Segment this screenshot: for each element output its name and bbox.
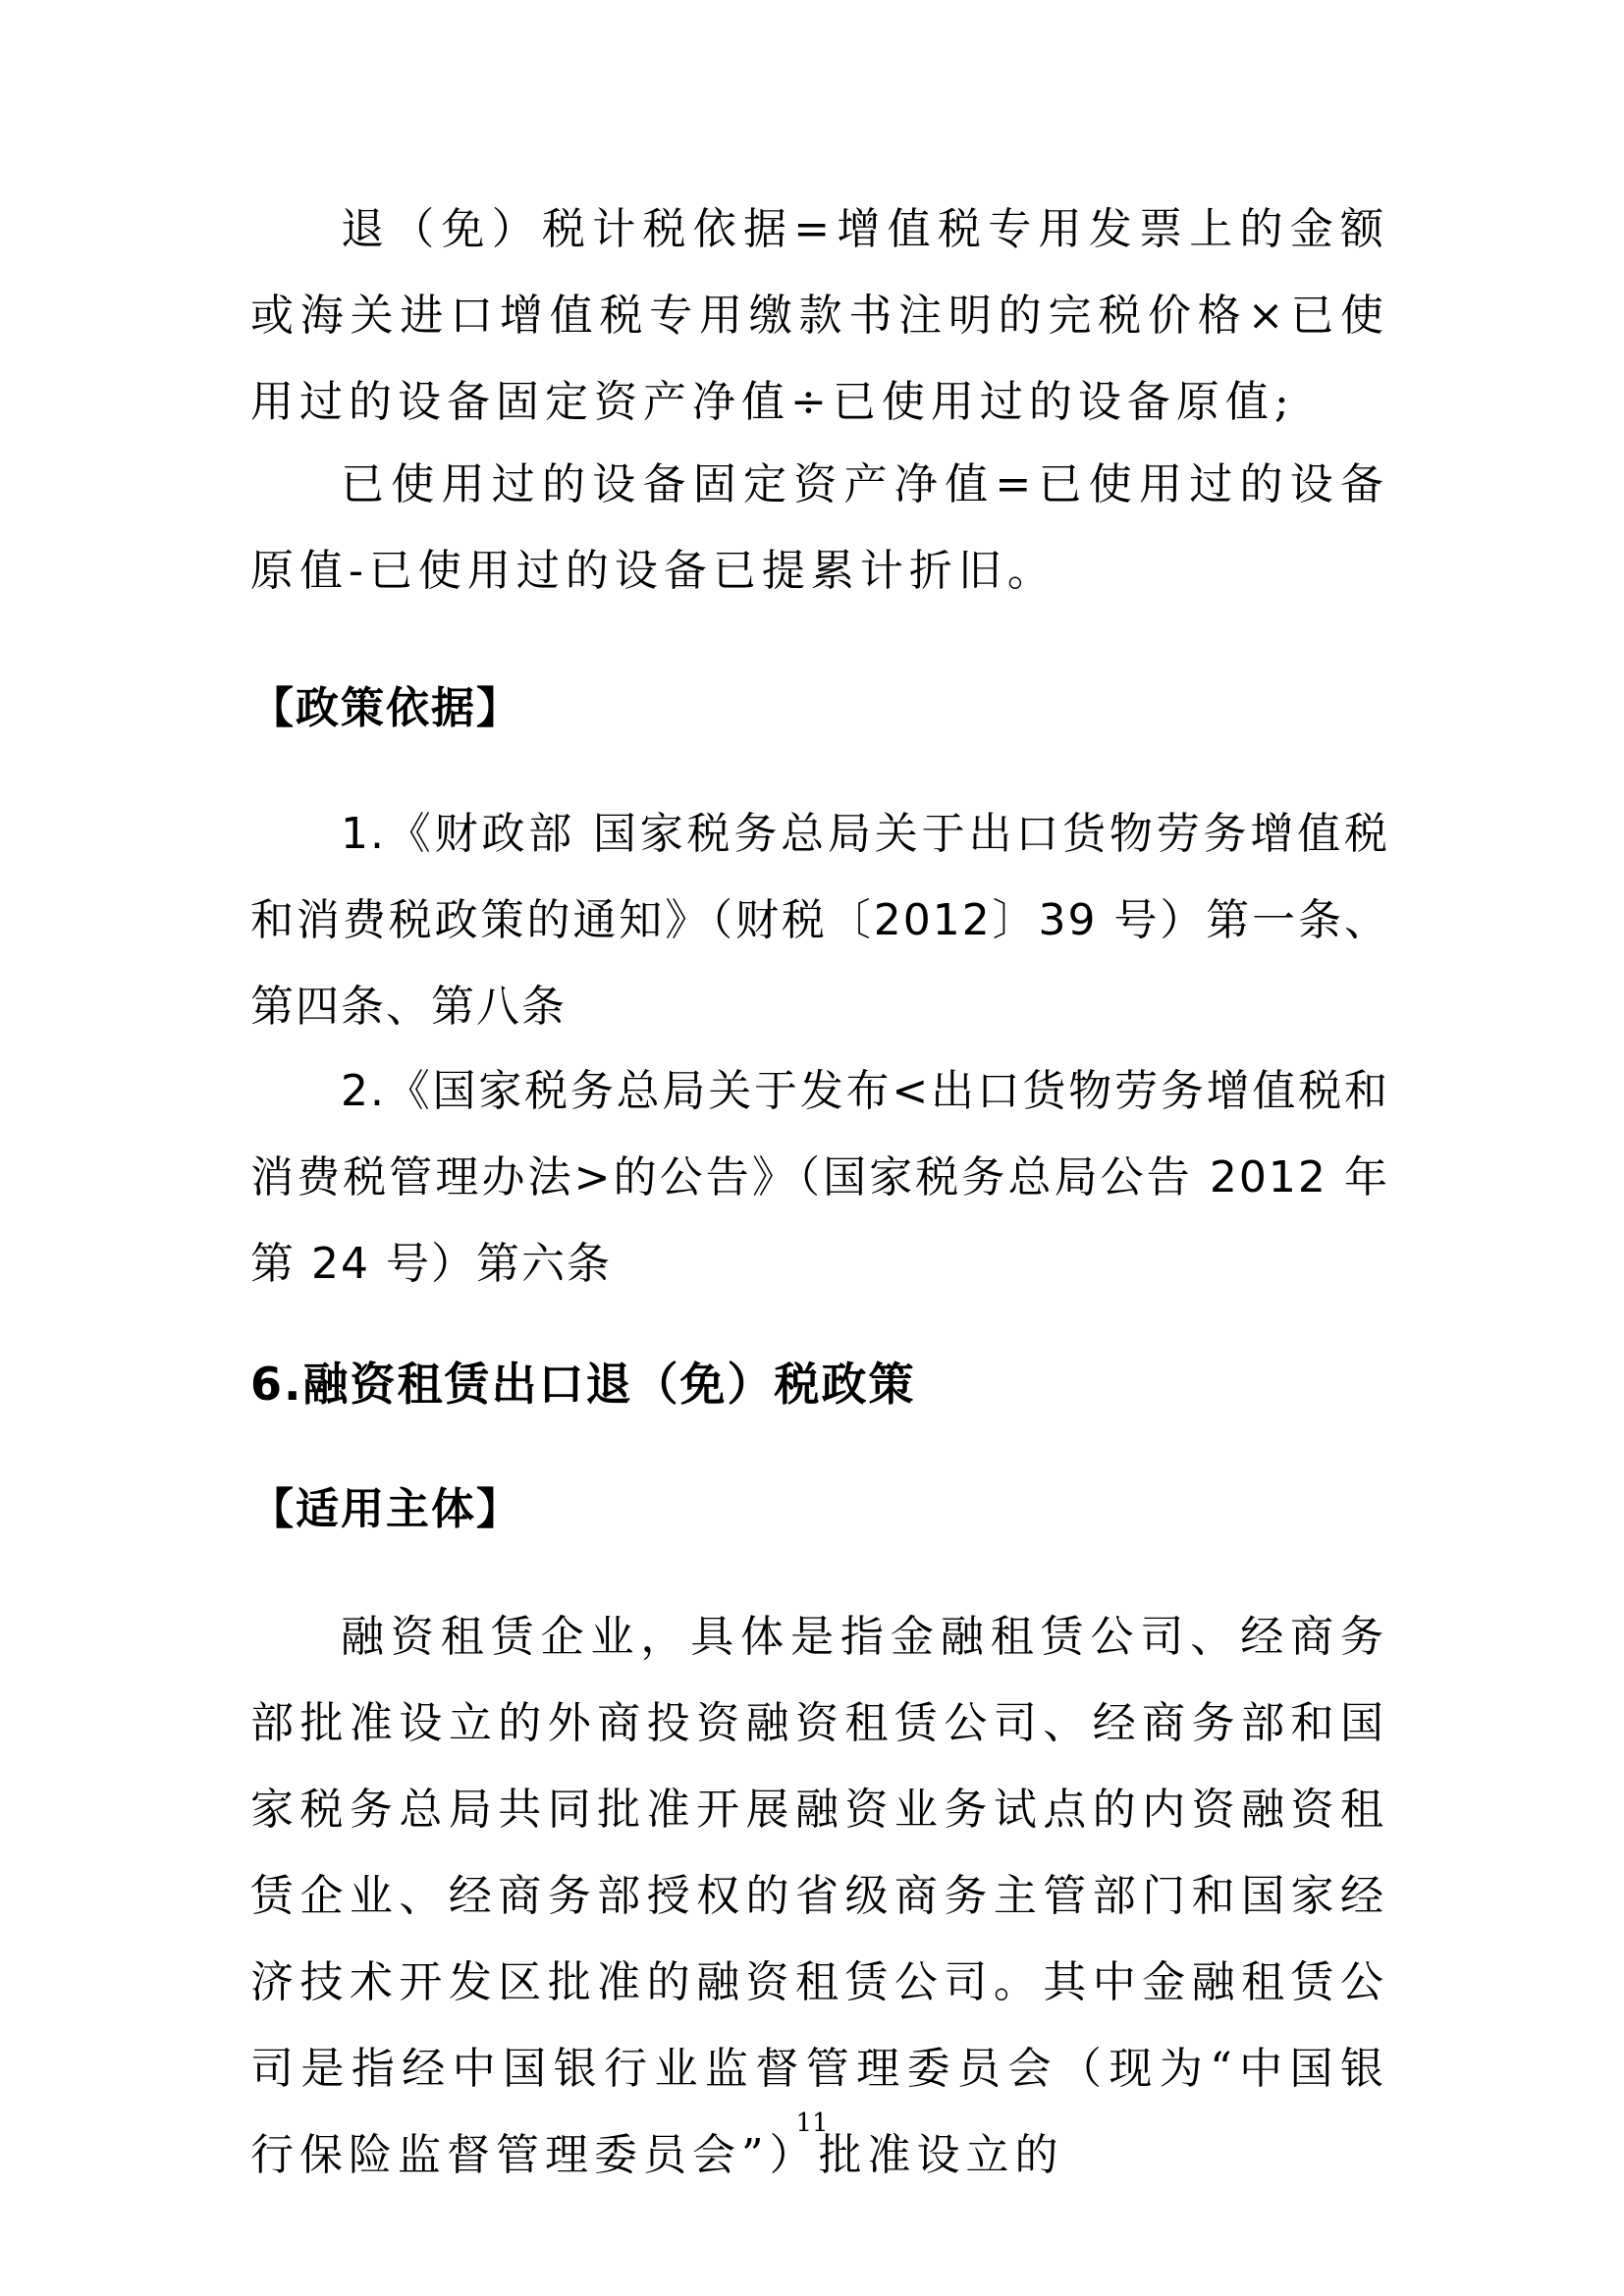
section-6-title: 6.融资租赁出口退（免）税政策 xyxy=(250,1358,916,1411)
applicable-subject-paragraph: 融资租赁企业，具体是指金融租赁公司、经商务部批准设立的外商投资融资租赁公司、经商务部和国家税务总局共同批准开展融资业务试点的内资融资租赁企业、经商务部授权的省级商务主管部门和国家经济技术开发区批准的融资租赁公司。其中金融租赁公司是指经中国银行业监督管理委员会（现为“中国银行保险监督管理委员会”）批准设立的 xyxy=(250,1612,1389,2180)
policy-basis-heading: 【政策依据】 xyxy=(250,683,521,733)
policy-basis-item-1: 1.《财政部 国家税务总局关于出口货物劳务增值税和消费税政策的通知》（财税〔2012〕39 号）第一条、第四条、第八条 xyxy=(250,809,1389,1032)
page-number: 11 xyxy=(795,2109,829,2138)
formula-paragraph-tax-basis: 退（免）税计税依据=增值税专用发票上的金额或海关进口增值税专用缴款书注明的完税价格×已使用过的设备固定资产净值÷已使用过的设备原值; xyxy=(250,204,1389,427)
applicable-subject-heading: 【适用主体】 xyxy=(250,1484,521,1534)
formula-paragraph-net-value: 已使用过的设备固定资产净值=已使用过的设备原值-已使用过的设备已提累计折旧。 xyxy=(250,459,1389,596)
policy-basis-item-2: 2.《国家税务总局关于发布<出口货物劳务增值税和消费税管理办法>的公告》（国家税务总局公告 2012 年第 24 号）第六条 xyxy=(250,1066,1389,1289)
